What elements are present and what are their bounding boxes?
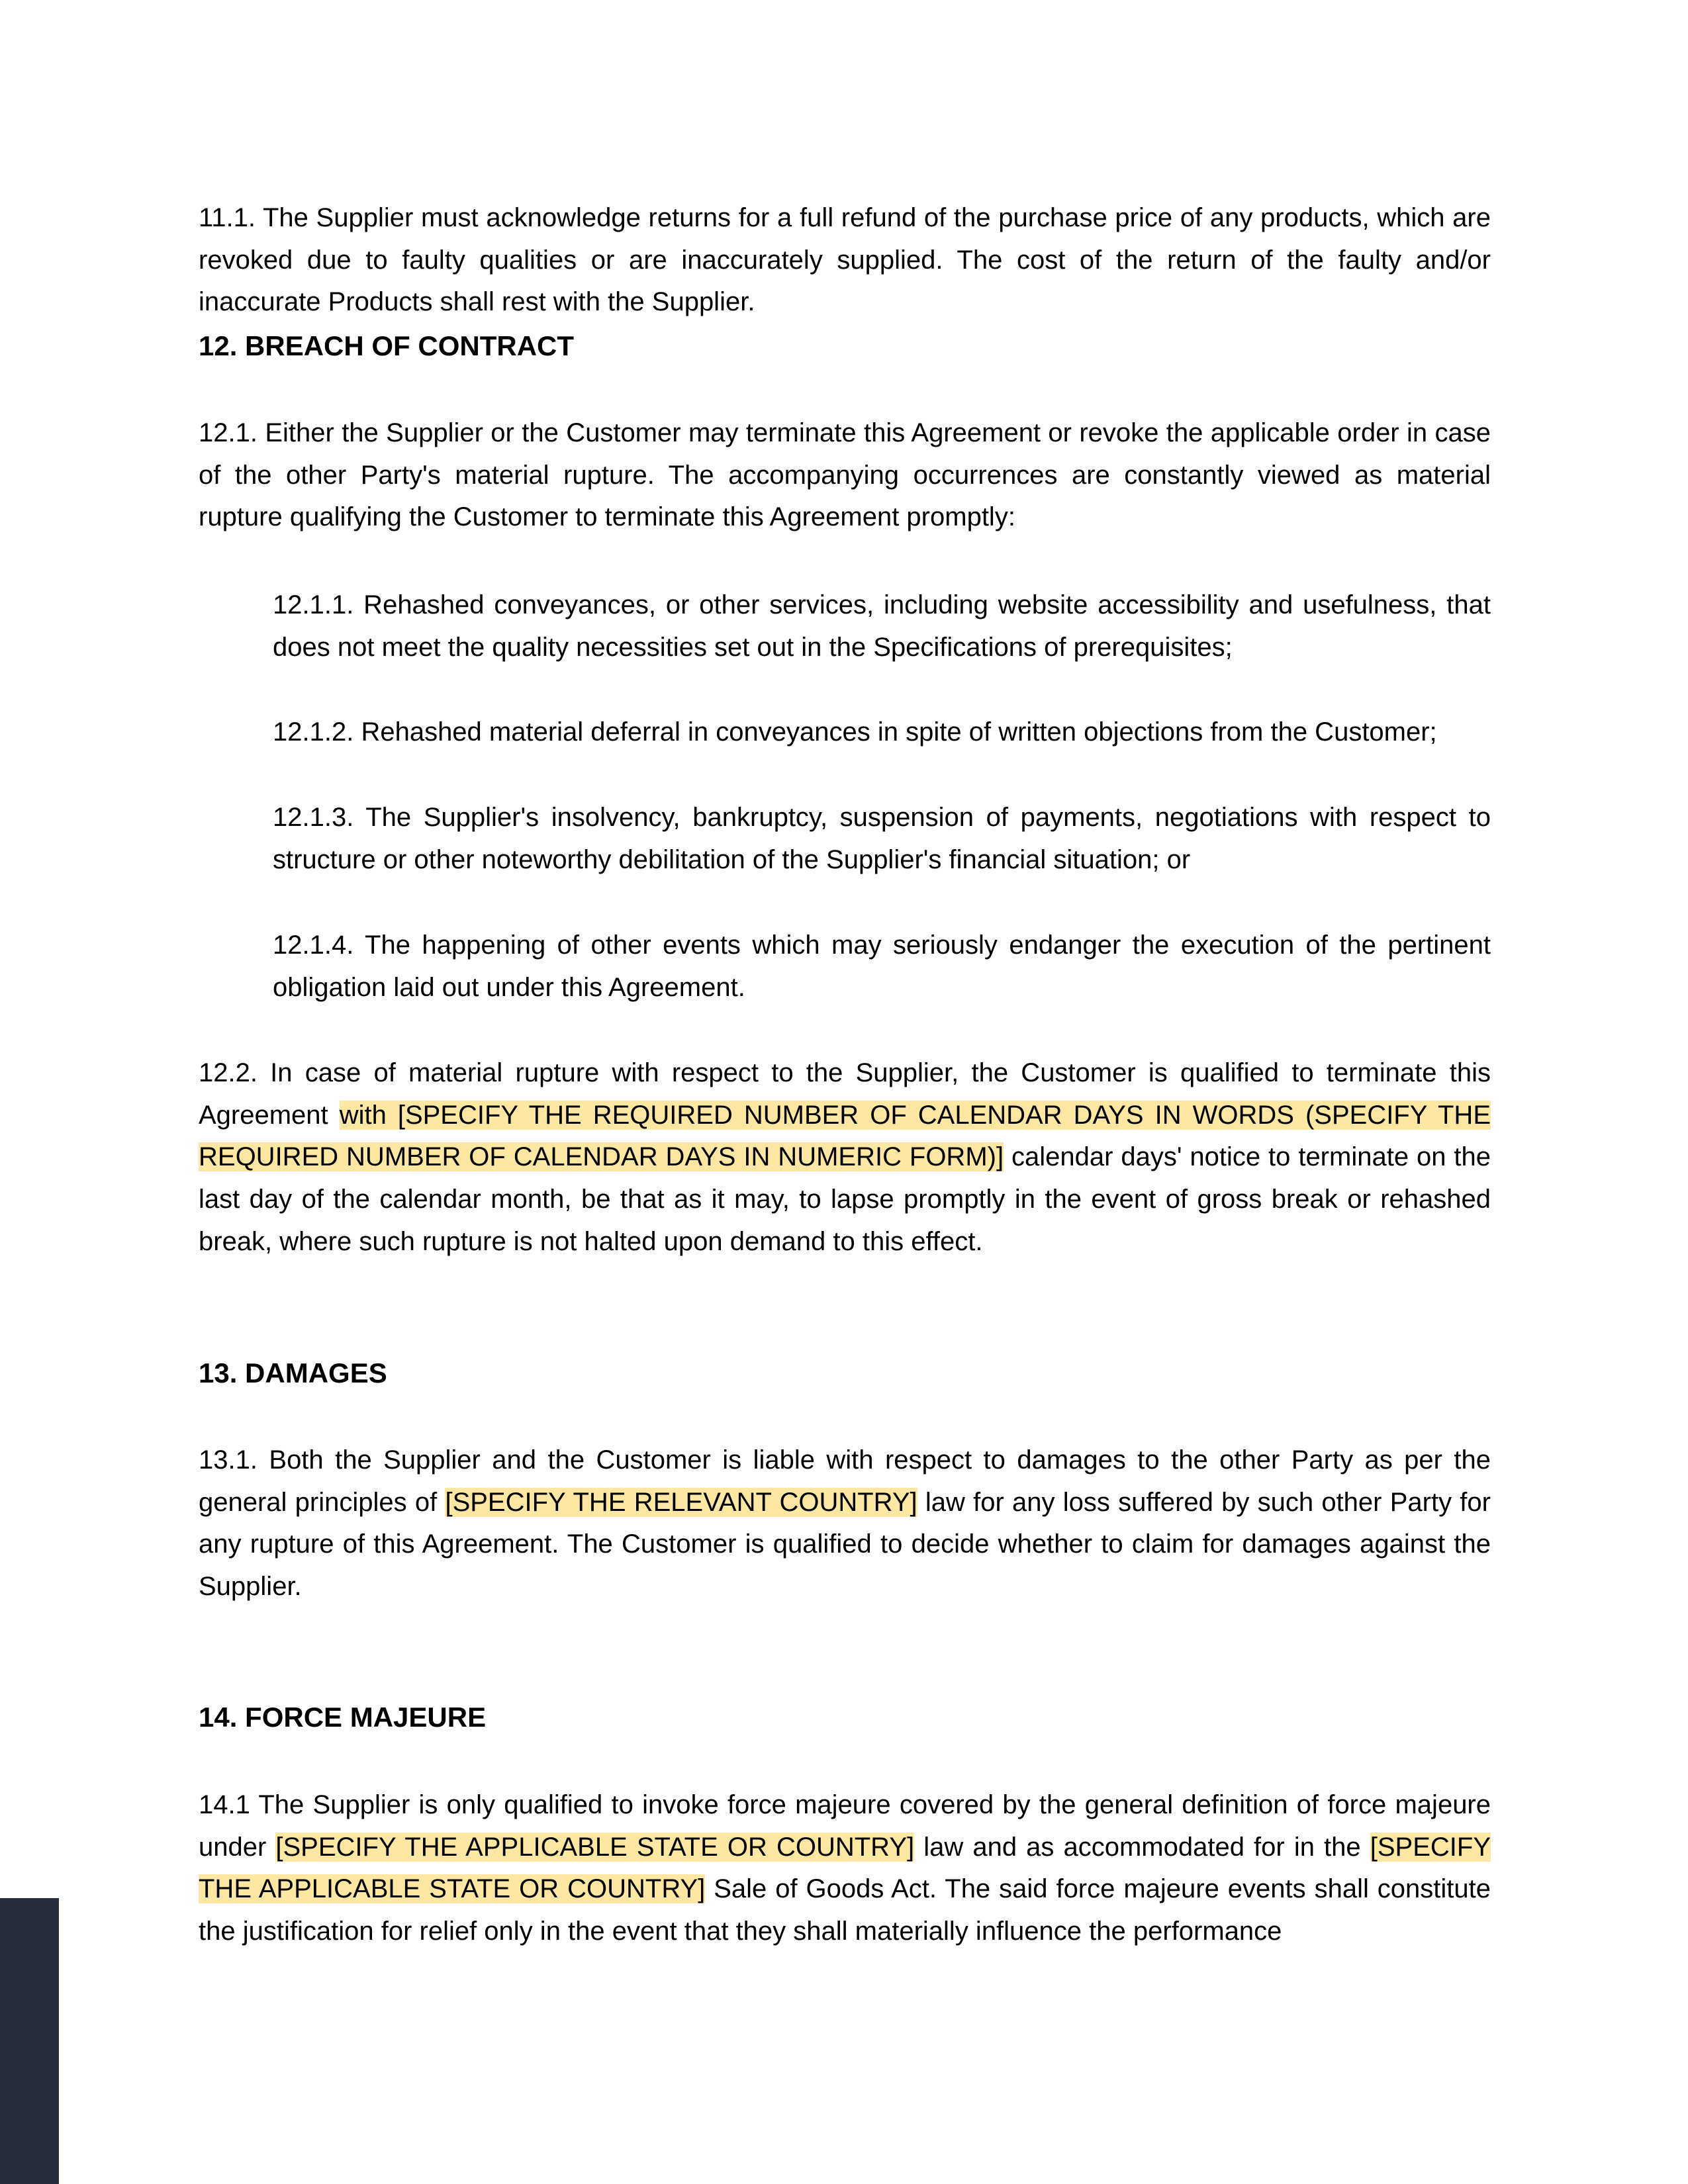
clause-14-1-text-c: Sale of Goods Act. The said force majeure events shall constitute the justification for relief only in the event that they shall materially influence the performance	[199, 1874, 1491, 1946]
clause-13-1-text-a: 13.1. Both the Supplier and the Customer is liable with respect to damages to the other Party as per the general principles of	[199, 1445, 1491, 1517]
heading-breach-of-contract: 12. BREACH OF CONTRACT	[199, 330, 575, 361]
clause-14-1-text-a: 14.1 The Supplier is only qualified to invoke force majeure covered by the general definition of force majeure under	[199, 1790, 1491, 1862]
decorative-side-bar	[0, 1898, 59, 2184]
clause-14-1-text-b: law and as accommodated for in the	[914, 1832, 1370, 1862]
clause-11-1: 11.1. The Supplier must acknowledge returns for a full refund of the purchase price of any products, which are revoked due to faulty qualities or are inaccurately supplied. The cost of the return of the faulty and/or inaccurate Products shall rest with the Supplier.	[199, 203, 1491, 317]
clause-13-1-text-b: law for any loss suffered by such other Party for any rupture of this Agreement. The Customer is qualified to decide whether to claim for damages against the Supplier.	[199, 1487, 1491, 1602]
document-page	[199, 0, 1491, 2184]
clause-12-2-text-a: 12.2. In case of material rupture with respect to the Supplier, the Customer is qualified to terminate this Agreement	[199, 1058, 1491, 1130]
clause-12-1-3: 12.1.3. The Supplier's insolvency, bankruptcy, suspension of payments, negotiations with respect to structure or other noteworthy debilitation of the Supplier's financial situation; or	[273, 803, 1491, 874]
clause-12-1-1: 12.1.1. Rehashed conveyances, or other services, including website accessibility and usefulness, that does not meet the quality necessities set out in the Specifications of prerequisites;	[273, 590, 1491, 662]
clause-14-1	[199, 1784, 1491, 1953]
clause-12-2-text-b: calendar days' notice to terminate on the last day of the calendar month, be that as it may, to lapse promptly in the event of gross break or rehashed break, where such rupture is not halted upon demand to this effect.	[199, 1142, 1491, 1256]
placeholder-state-or-country-2: [SPECIFY THE APPLICABLE STATE OR COUNTRY]	[199, 1832, 1491, 1904]
clause-12-1: 12.1. Either the Supplier or the Customer may terminate this Agreement or revoke the applicable order in case of the other Party's material rupture. The accompanying occurrences are constantly viewed as material rupture qualifying the Customer to terminate this Agreement promptly:	[199, 418, 1491, 532]
clause-12-1-4: 12.1.4. The happening of other events which may seriously endanger the execution of the pertinent obligation laid out under this Agreement.	[273, 931, 1491, 1002]
heading-force-majeure: 14. FORCE MAJEURE	[199, 1702, 487, 1733]
placeholder-relevant-country: [SPECIFY THE RELEVANT COUNTRY]	[445, 1487, 917, 1517]
placeholder-notice-days: with [SPECIFY THE REQUIRED NUMBER OF CALENDAR DAYS IN WORDS (SPECIFY THE REQUIRED NUMBER OF CALENDAR DAYS IN NUMERIC FORM)]	[199, 1100, 1491, 1172]
clause-12-1-2: 12.1.2. Rehashed material deferral in conveyances in spite of written objections from the Customer;	[273, 717, 1437, 747]
heading-damages: 13. DAMAGES	[199, 1357, 387, 1388]
placeholder-state-or-country-1: [SPECIFY THE APPLICABLE STATE OR COUNTRY]	[275, 1832, 915, 1862]
clause-13-1	[199, 1439, 1491, 1608]
clause-12-2	[199, 1052, 1491, 1263]
